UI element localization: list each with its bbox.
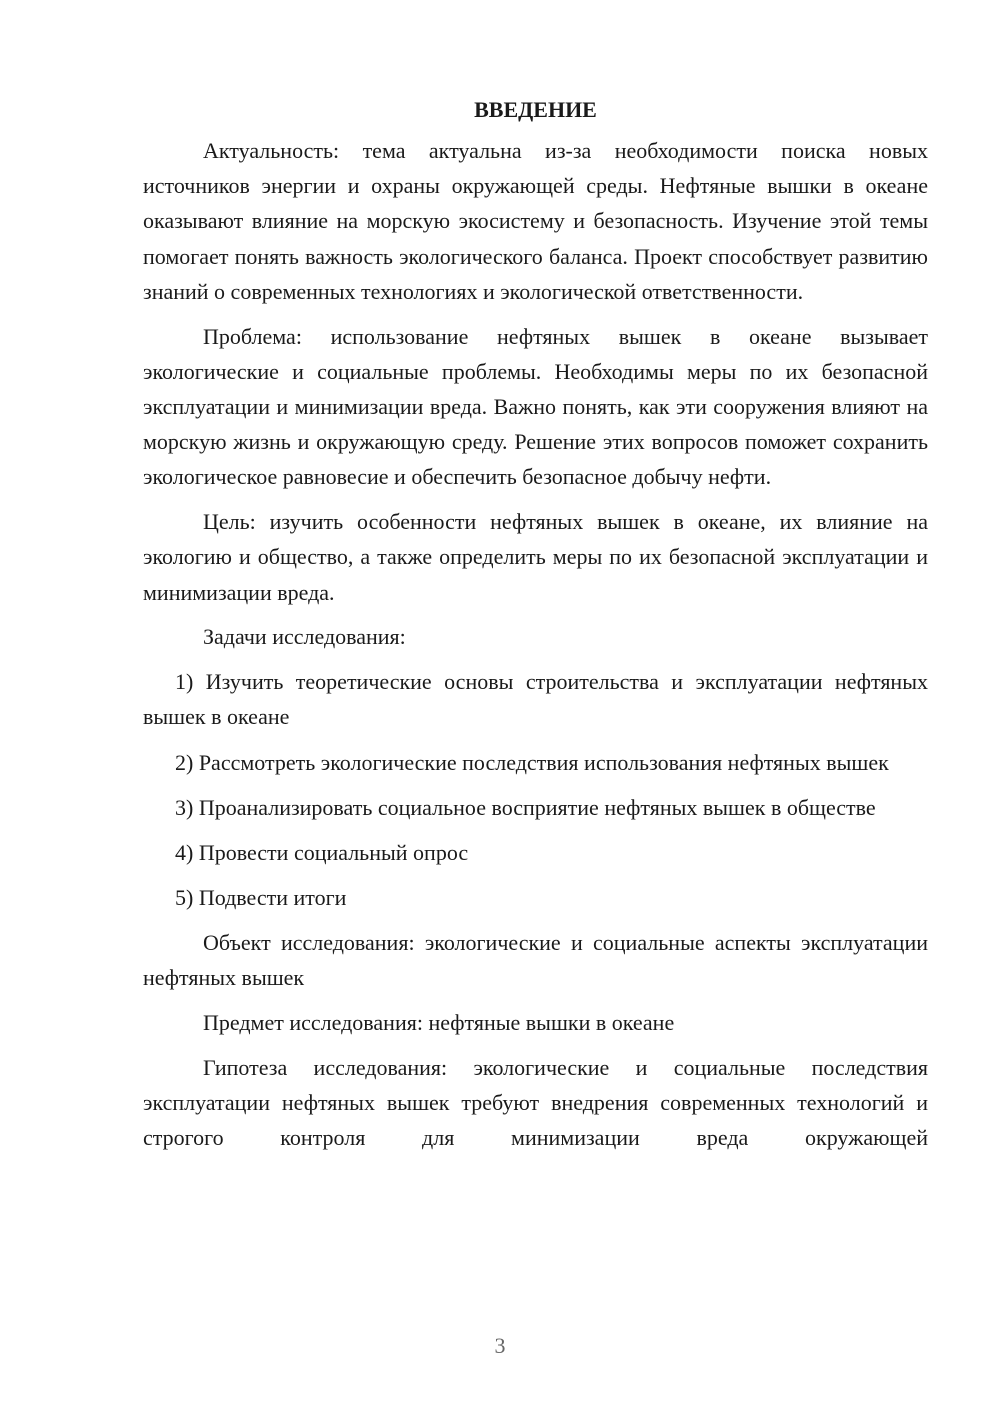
page-number: 3 (494, 1333, 506, 1358)
hypothesis-paragraph: Гипотеза исследования: экологические и социальные последствия эксплуатации нефтяных вышек требуют внедрения современных технологий и строгого контроля для минимизации вреда окружающей (143, 1054, 928, 1151)
goal-paragraph: Цель: изучить особенности нефтяных вышек в океане, их влияние на экологию и общество, а также определить меры по их безопасной эксплуатации и минимизации вреда. (143, 509, 928, 605)
object-paragraph: Объект исследования: экологические и социальные аспекты эксплуатации нефтяных вышек (143, 930, 928, 991)
task-item-4: 4) Провести социальный опрос (175, 840, 469, 866)
task-item-3: 3) Проанализировать социальное восприятие нефтяных вышек в обществе (175, 794, 876, 820)
document-page (143, 92, 928, 1165)
task-item-1: 1) Изучить теоретические основы строительства и эксплуатации нефтяных вышек в океане (143, 669, 928, 730)
problem-paragraph: Проблема: использование нефтяных вышек в океане вызывает экологические и социальные проблемы. Необходимы меры по их безопасной эксплуатации и минимизации вреда. Важно понять, как эти сооружения влияют на морскую жизнь и окружающую среду. Решение этих вопросов поможет сохранить экологическое равновесие и обеспечить безопасное добычу нефти. (143, 323, 928, 490)
subject-paragraph: Предмет исследования: нефтяные вышки в океане (203, 1010, 675, 1036)
task-item-5: 5) Подвести итоги (175, 885, 347, 911)
tasks-heading: Задачи исследования: (203, 624, 406, 650)
task-item-2: 2) Рассмотреть экологические последствия использования нефтяных вышек (175, 749, 889, 775)
section-title: ВВЕДЕНИЕ (474, 97, 597, 122)
relevance-paragraph: Актуальность: тема актуальна из-за необходимости поиска новых источников энергии и охраны окружающей среды. Нефтяные вышки в океане оказывают влияние на морскую экосистему и безопасность. Изучение этой темы помогает понять важность экологического баланса. Проект способствует развитию знаний о современных технологиях и экологической ответственности. (143, 138, 928, 304)
